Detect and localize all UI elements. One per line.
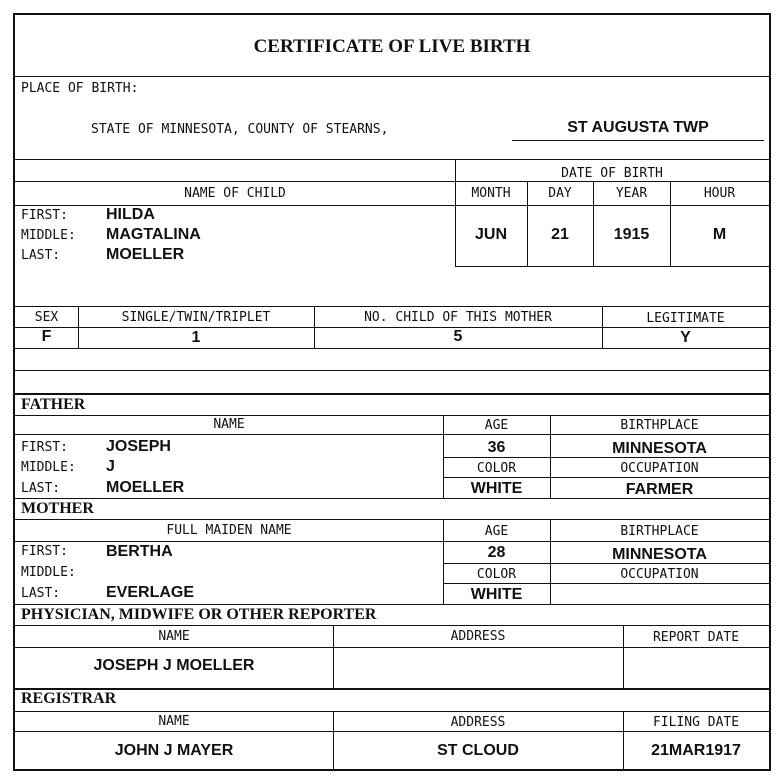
birth-hour: M <box>712 226 727 243</box>
divider <box>15 370 769 371</box>
mother-color-value: WHITE <box>470 586 523 603</box>
child-first-name: HILDA <box>106 206 155 223</box>
divider <box>15 604 769 605</box>
father-middle-label: MIDDLE: <box>21 460 76 475</box>
divider <box>15 647 769 648</box>
reporter-name-label: NAME <box>158 629 190 644</box>
birth-day: 21 <box>551 226 569 243</box>
divider <box>455 266 769 267</box>
hour-label: HOUR <box>703 186 736 201</box>
divider <box>15 688 769 690</box>
legitimate-value: Y <box>680 329 691 346</box>
divider <box>443 477 769 478</box>
father-occupation-label: OCCUPATION <box>620 461 699 476</box>
mother-birthplace-label: BIRTHPLACE <box>620 524 699 539</box>
child-middle-name: MAGTALINA <box>106 226 201 243</box>
divider <box>15 348 769 349</box>
mother-first-name: BERTHA <box>106 543 173 560</box>
place-of-birth-label: PLACE OF BIRTH: <box>21 81 139 96</box>
father-age-label: AGE <box>484 418 509 433</box>
mother-age-value: 28 <box>487 544 506 561</box>
divider <box>15 393 769 395</box>
child-middle-label: MIDDLE: <box>21 228 76 243</box>
registrar-section-title: REGISTRAR <box>21 690 117 707</box>
divider <box>443 563 769 564</box>
legitimate-label: LEGITIMATE <box>646 311 725 326</box>
mother-age-label: AGE <box>484 524 509 539</box>
divider <box>15 519 769 520</box>
divider <box>15 434 769 435</box>
mother-section-title: MOTHER <box>21 500 94 517</box>
month-label: MONTH <box>471 186 511 201</box>
child-number-value: 5 <box>453 328 463 345</box>
father-occupation-value: FARMER <box>625 481 694 498</box>
mother-birthplace-value: MINNESOTA <box>612 546 707 563</box>
year-label: YEAR <box>615 186 648 201</box>
township-underline <box>512 140 764 141</box>
child-last-label: LAST: <box>21 248 61 263</box>
mother-color-label: COLOR <box>476 567 517 582</box>
divider <box>443 457 769 458</box>
father-birthplace-label: BIRTHPLACE <box>620 418 699 433</box>
state-county-text: STATE OF MINNESOTA, COUNTY OF STEARNS, <box>91 122 389 137</box>
divider <box>15 731 769 732</box>
divider <box>15 181 769 182</box>
mother-occupation-label: OCCUPATION <box>620 567 699 582</box>
father-name-header: NAME <box>213 417 245 432</box>
birth-month: JUN <box>474 226 507 243</box>
divider <box>15 625 769 626</box>
reporter-date-label: REPORT DATE <box>652 630 740 645</box>
registrar-date-value: 21MAR1917 <box>651 742 741 759</box>
father-last-label: LAST: <box>21 481 61 496</box>
father-color-label: COLOR <box>476 461 517 476</box>
father-last-name: MOELLER <box>106 479 185 496</box>
plurality-value: 1 <box>191 329 201 346</box>
registrar-address-value: ST CLOUD <box>437 742 519 759</box>
child-last-name: MOELLER <box>106 246 185 263</box>
birth-certificate <box>13 13 771 771</box>
name-of-child-header: NAME OF CHILD <box>184 186 286 201</box>
divider <box>15 159 769 160</box>
father-section-title: FATHER <box>21 396 86 413</box>
divider <box>443 583 769 584</box>
reporter-address-label: ADDRESS <box>450 629 506 644</box>
birth-year: 1915 <box>613 226 650 243</box>
registrar-name-value: JOHN J MAYER <box>114 742 234 759</box>
father-birthplace-value: MINNESOTA <box>612 440 707 457</box>
father-first-label: FIRST: <box>21 440 68 455</box>
divider <box>15 541 769 542</box>
father-middle-name: J <box>106 458 115 475</box>
father-first-name: JOSEPH <box>106 438 171 455</box>
mother-middle-label: MIDDLE: <box>21 565 76 580</box>
reporter-section-title: PHYSICIAN, MIDWIFE OR OTHER REPORTER <box>21 606 377 623</box>
reporter-name-value: JOSEPH J MOELLER <box>93 657 255 674</box>
divider <box>15 415 769 416</box>
certificate-title: CERTIFICATE OF LIVE BIRTH <box>253 36 531 57</box>
registrar-date-label: FILING DATE <box>652 715 740 730</box>
mother-name-header: FULL MAIDEN NAME <box>166 523 292 538</box>
divider <box>15 306 769 307</box>
plurality-label: SINGLE/TWIN/TRIPLET <box>121 310 271 325</box>
divider <box>15 76 769 77</box>
township-value: ST AUGUSTA TWP <box>567 119 709 136</box>
child-first-label: FIRST: <box>21 208 68 223</box>
mother-last-name: EVERLAGE <box>106 584 195 601</box>
day-label: DAY <box>548 186 572 201</box>
mother-last-label: LAST: <box>21 586 61 601</box>
registrar-address-label: ADDRESS <box>450 715 506 730</box>
divider <box>15 498 769 499</box>
registrar-name-label: NAME <box>158 714 190 729</box>
child-number-label: NO. CHILD OF THIS MOTHER <box>364 310 552 325</box>
mother-first-label: FIRST: <box>21 544 68 559</box>
father-color-value: WHITE <box>470 480 523 497</box>
divider <box>15 711 769 712</box>
sex-label: SEX <box>34 310 59 325</box>
date-of-birth-header: DATE OF BIRTH <box>561 166 663 181</box>
sex-value: F <box>41 328 52 345</box>
father-age-value: 36 <box>487 439 506 456</box>
